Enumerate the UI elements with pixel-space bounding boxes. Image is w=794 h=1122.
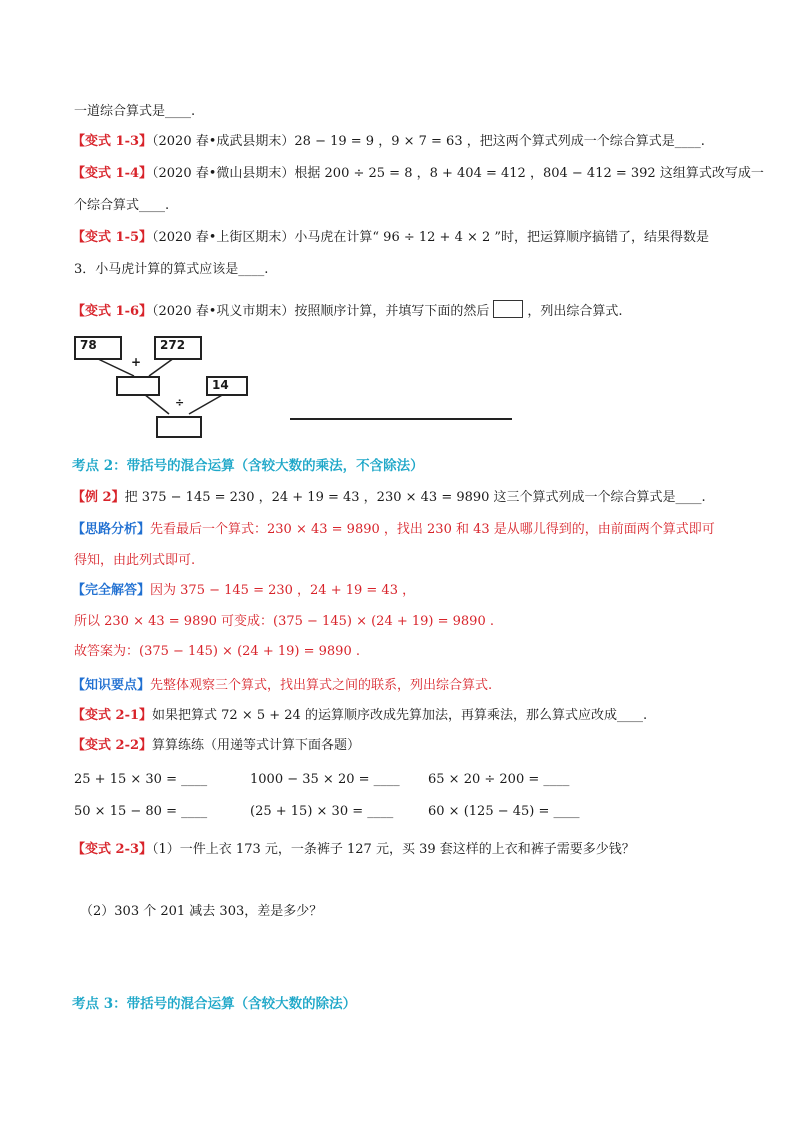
practice-item: 50 × 15 − 80 = ____: [74, 804, 208, 819]
variant-2-2: [72, 738, 360, 754]
example-2: [72, 490, 706, 506]
solution-tag: 【完全解答】: [72, 583, 151, 598]
variant-1-5-cont: 3．小马虎计算的算式应该是____.: [74, 262, 269, 277]
variant-tag: 【变式 1-5】: [72, 230, 153, 245]
diagram-box-blank-1: [116, 376, 160, 396]
key-points-text: 先整体观察三个算式，找出算式之间的联系，列出综合算式.: [150, 678, 493, 693]
example-tag: 【例 2】: [72, 490, 125, 505]
variant-tag: 【变式 1-6】: [72, 304, 153, 319]
diagram-box-78: [74, 336, 122, 360]
section-heading-3: 考点 3：带括号的混合运算（含较大数的除法）: [72, 996, 357, 1012]
answer-underline: [290, 418, 512, 420]
variant-1-4: [72, 166, 764, 182]
variant-text-tail: ，列出综合算式.: [527, 304, 623, 319]
variant-text: 如果把算式 72 × 5 + 24 的运算顺序改成先算加法，再算乘法，那么算式应改成____.: [152, 708, 648, 723]
practice-item: 65 × 20 ÷ 200 = ____: [428, 772, 570, 787]
intro-line: 一道综合算式是____.: [74, 104, 196, 119]
practice-item: 1000 − 35 × 20 = ____: [250, 772, 400, 787]
practice-item: 25 + 15 × 30 = ____: [74, 772, 208, 787]
key-points: [72, 678, 492, 694]
example-text: 把 375 − 145 = 230 ，24 + 19 = 43 ，230 × 43 = 9890 这三个算式列成一个综合算式是____.: [124, 490, 706, 505]
variant-1-4-cont: 个综合算式____.: [74, 198, 170, 213]
analysis-text: 先看最后一个算式：230 × 43 = 9890 ，找出 230 和 43 是从哪儿得到的，由前面两个算式即可: [150, 522, 715, 537]
variant-text: （2020 春•成武县期末）28 − 19 = 9 ，9 × 7 = 63 ，把这两个算式列成一个综合算式是____.: [152, 134, 705, 149]
diagram-box-blank-2: [156, 416, 202, 438]
box-value: 272: [160, 338, 186, 352]
variant-text: （2020 春•微山县期末）根据 200 ÷ 25 = 8 ，8 + 404 = 412 ，804 − 412 = 392 这组算式改写成一: [152, 166, 764, 181]
variant-tag: 【变式 2-1】: [72, 708, 153, 723]
variant-1-3: [72, 134, 705, 150]
solution-line-2: 所以 230 × 43 = 9890 可变成：(375 − 145) × (24 + 19) = 9890 .: [74, 614, 494, 629]
variant-1-6: [72, 300, 623, 320]
plus-operator: +: [131, 355, 142, 369]
variant-tag: 【变式 1-3】: [72, 134, 153, 149]
variant-1-5: [72, 230, 709, 246]
variant-text: （2020 春•巩义市期末）按照顺序计算，并填写下面的然后: [152, 304, 490, 319]
full-solution: [72, 583, 415, 599]
key-points-tag: 【知识要点】: [72, 678, 151, 693]
variant-2-1: [72, 708, 647, 724]
analysis-cont: 得知，由此列式即可.: [74, 553, 196, 568]
practice-item: 60 × (125 − 45) = ____: [428, 804, 580, 819]
solution-line-3: 故答案为：(375 − 145) × (24 + 19) = 9890 .: [74, 644, 360, 659]
variant-tag: 【变式 2-2】: [72, 738, 153, 753]
analysis: [72, 522, 715, 538]
variant-tag: 【变式 2-3】: [72, 842, 153, 857]
variant-2-3-q2: （2）303 个 201 减去 303，差是多少？: [80, 904, 323, 919]
divide-operator: ÷: [175, 396, 185, 409]
diagram-box-14: [206, 376, 248, 396]
diagram-box-272: [154, 336, 202, 360]
flow-diagram: [74, 330, 514, 442]
box-value: 78: [80, 338, 97, 352]
practice-item: (25 + 15) × 30 = ____: [250, 804, 394, 819]
variant-tag: 【变式 1-4】: [72, 166, 153, 181]
variant-2-3: [72, 842, 635, 858]
variant-text: （2020 春•上街区期末）小马虎在计算“ 96 ÷ 12 + 4 × 2 ”时，把运算顺序搞错了，结果得数是: [152, 230, 710, 245]
empty-box-icon: [493, 300, 523, 318]
variant-text: （1）一件上衣 173 元，一条裤子 127 元，买 39 套这样的上衣和裤子需要多少钱？: [152, 842, 635, 857]
analysis-tag: 【思路分析】: [72, 522, 151, 537]
variant-text: 算算练练（用递等式计算下面各题）: [152, 738, 361, 753]
solution-text: 因为 375 − 145 = 230 ，24 + 19 = 43 ，: [150, 583, 416, 598]
section-heading-2: 考点 2：带括号的混合运算（含较大数的乘法，不含除法）: [72, 458, 424, 474]
box-value: 14: [212, 378, 229, 392]
